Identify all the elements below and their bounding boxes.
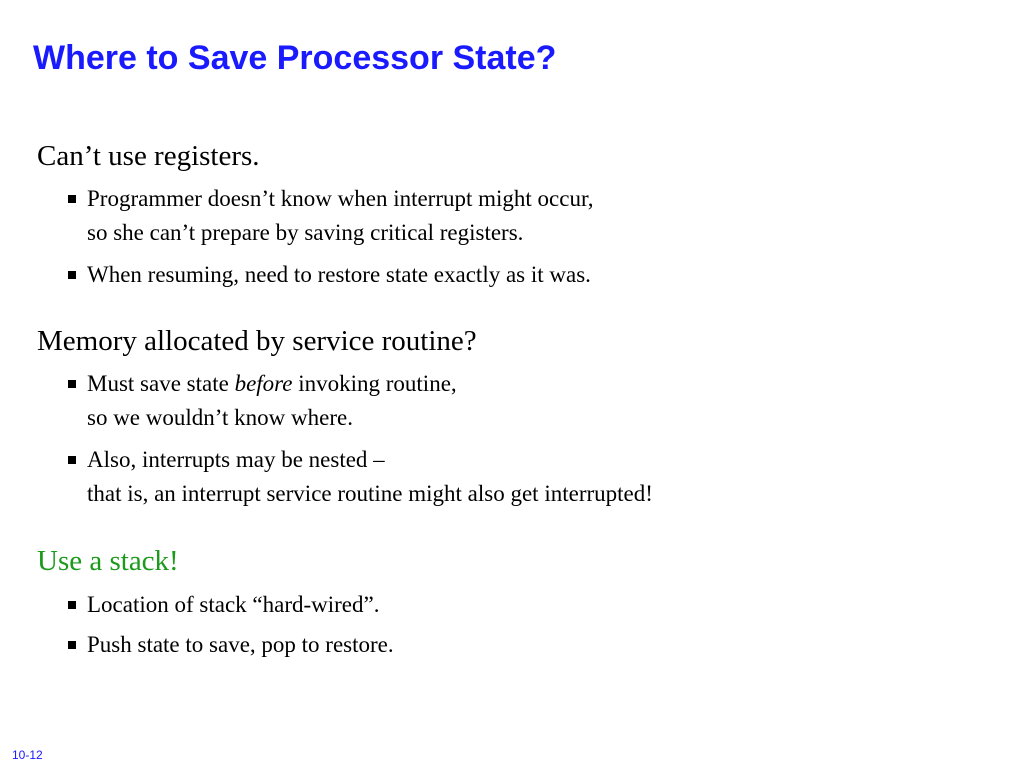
bullet-text [87, 588, 379, 622]
bullet-line: Programmer doesn’t know when interrupt might occur, [87, 186, 594, 211]
bullet-line: so we wouldn’t know where. [87, 405, 353, 430]
bullet-must-save-state [68, 367, 457, 435]
bullet-line: When resuming, need to restore state exactly as it was. [87, 262, 591, 287]
bullet-text-post: invoking routine, [292, 371, 457, 396]
bullet-interrupts-nested [68, 443, 653, 511]
bullet-text [87, 258, 591, 292]
square-bullet-icon [68, 601, 76, 609]
slide-number: 10-12 [12, 748, 43, 762]
square-bullet-icon [68, 641, 76, 649]
bullet-line: that is, an interrupt service routine might also get interrupted! [87, 481, 653, 506]
bullet-line: so she can’t prepare by saving critical registers. [87, 220, 524, 245]
slide-title: Where to Save Processor State? [33, 39, 557, 77]
section-heading-memory: Memory allocated by service routine? [37, 325, 477, 357]
emphasis-before: before [234, 371, 293, 396]
bullet-programmer-doesnt-know [68, 182, 593, 250]
section-heading-use-stack: Use a stack! [37, 545, 179, 577]
bullet-when-resuming [68, 258, 591, 292]
square-bullet-icon [68, 195, 76, 203]
square-bullet-icon [68, 380, 76, 388]
bullet-text-pre: Must save state [87, 371, 235, 396]
bullet-line: Location of stack “hard-wired”. [87, 592, 380, 617]
bullet-location-of-stack [68, 588, 379, 622]
bullet-text [87, 367, 457, 435]
section-heading-registers: Can’t use registers. [37, 140, 260, 172]
bullet-text [87, 443, 653, 511]
bullet-text [87, 628, 394, 662]
bullet-line [87, 367, 457, 401]
bullet-text [87, 182, 593, 250]
bullet-push-pop [68, 628, 394, 662]
square-bullet-icon [68, 271, 76, 279]
bullet-line: Also, interrupts may be nested – [87, 447, 385, 472]
bullet-line: Push state to save, pop to restore. [87, 632, 394, 657]
square-bullet-icon [68, 456, 76, 464]
